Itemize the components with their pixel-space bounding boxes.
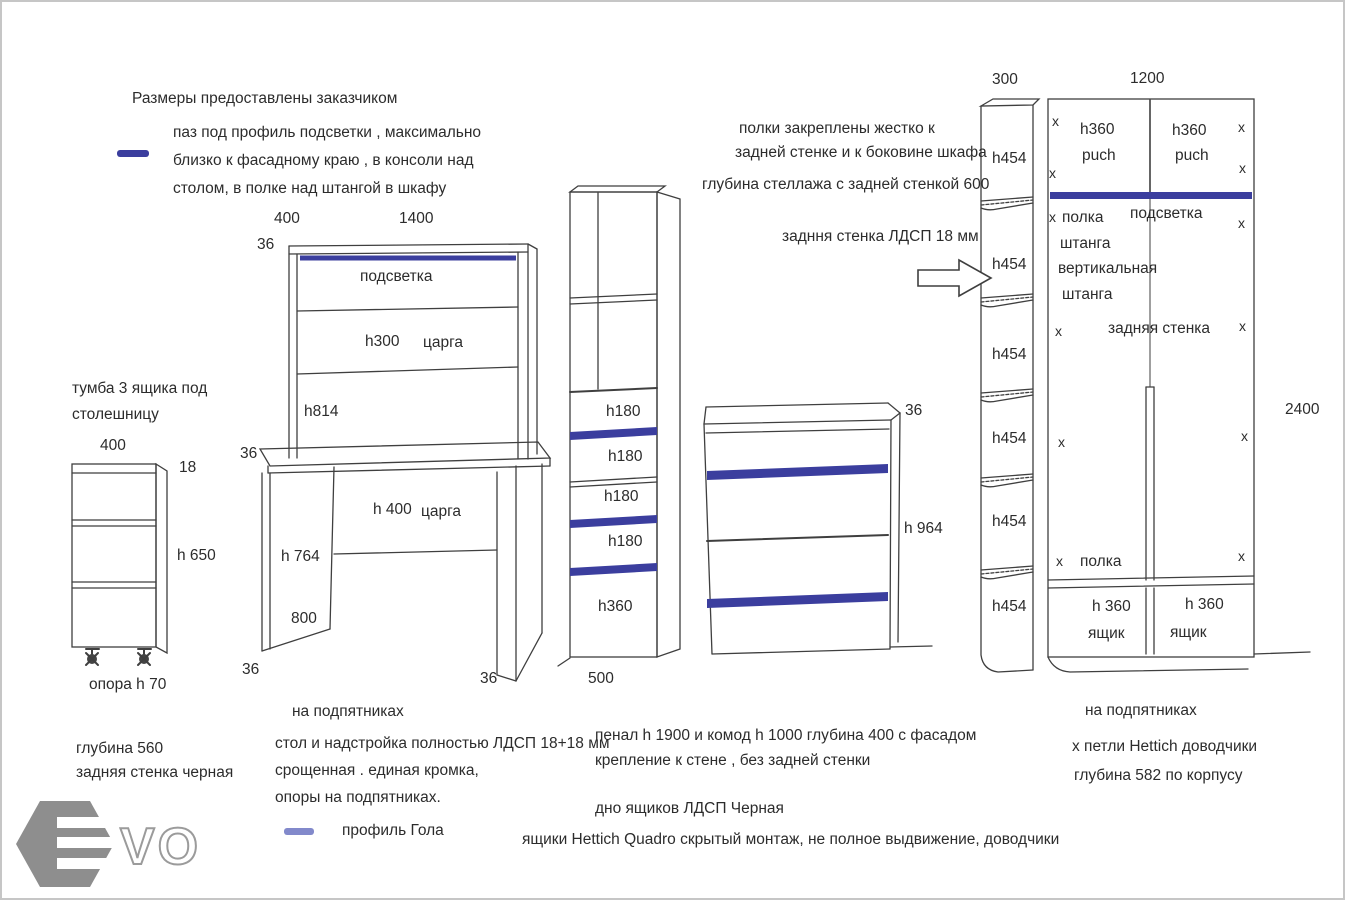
komod-drawing — [704, 403, 932, 654]
wardrobe-top-right-h: h360 — [1172, 122, 1207, 139]
desk-dim-36-top: 36 — [257, 236, 275, 253]
desk-lower-tsarga-h: h 400 — [373, 501, 412, 518]
wardrobe-top-right-sub: puch — [1175, 147, 1209, 164]
wardrobe-bottom-shelf-label: полка — [1080, 553, 1122, 570]
desk-note-line3: опоры на подпятниках. — [275, 789, 441, 806]
wardrobe-drawer-right: ящик — [1170, 624, 1207, 641]
side-shelf — [981, 566, 1033, 579]
penal-drawer-1: h180 — [606, 403, 641, 420]
tumba-back-note: задняя стенка черная — [76, 764, 234, 781]
desk-dim-800: 800 — [291, 610, 317, 627]
back-wall-note: задння стенка ЛДСП 18 мм — [782, 228, 979, 245]
wardrobe-dim-300: 300 — [992, 71, 1018, 88]
sheet-title: Размеры предоставлены заказчиком — [132, 90, 398, 107]
x-mark: x — [1238, 215, 1245, 231]
wardrobe-shelf-label: полка — [1062, 209, 1104, 226]
tumba-support-note: опора h 70 — [89, 676, 167, 693]
side-shelf — [981, 294, 1033, 307]
x-mark: x — [1238, 119, 1245, 135]
gola-profile-label: профиль Гола — [342, 822, 444, 839]
wardrobe-dim-1200: 1200 — [1130, 70, 1165, 87]
penal-note-line2: крепление к стене , без задней стенки — [595, 752, 871, 769]
logo-vo-text: VO — [120, 818, 202, 876]
led-legend-line1: паз под профиль подсветки , максимально — [173, 124, 482, 141]
penal-dim-width: 500 — [588, 670, 614, 687]
x-mark: x — [1049, 165, 1056, 181]
drawer-bottom-note: дно ящиков ЛДСП Черная — [595, 800, 784, 817]
desk-dim-36-bl: 36 — [242, 661, 260, 678]
x-mark: x — [1049, 209, 1056, 225]
wardrobe-led-label: подсветка — [1130, 205, 1203, 222]
wardrobe-body-drawing — [1048, 99, 1310, 672]
wardrobe-hinges-note: х петли Hettich доводчики — [1072, 738, 1258, 755]
x-mark: x — [1056, 553, 1063, 569]
desk-dim-36-br: 36 — [480, 670, 498, 687]
penal-drawer-4: h180 — [608, 533, 643, 550]
x-mark: x — [1058, 434, 1065, 450]
shelving-note-line3: глубина стеллажа с задней стенкой 600 — [702, 176, 990, 193]
x-mark: x — [1055, 323, 1062, 339]
led-legend-line3: столом, в полке над штангой в шкафу — [173, 180, 447, 197]
penal-drawing — [558, 186, 680, 666]
shelving-note-line1: полки закреплены жестко к — [739, 120, 935, 137]
wardrobe-rod-label: штанга — [1060, 235, 1111, 252]
shelving-note-line2: задней стенке и к боковине шкафа — [735, 144, 987, 161]
wardrobe-feet-note: на подпятниках — [1085, 702, 1197, 719]
desk-dim-1400: 1400 — [399, 210, 434, 227]
desk-upper-tsarga-h: h300 — [365, 333, 400, 350]
penal-drawer-2: h180 — [608, 448, 643, 465]
side-shelf — [981, 389, 1033, 402]
side-section-3: h454 — [992, 346, 1027, 363]
desk-dim-400: 400 — [274, 210, 300, 227]
led-groove-swatch — [117, 150, 149, 157]
x-mark: x — [1241, 428, 1248, 444]
x-mark: x — [1052, 113, 1059, 129]
desk-dim-h814: h814 — [304, 403, 339, 420]
x-mark: x — [1239, 318, 1246, 334]
wardrobe-vert-rod-line1: вертикальная — [1058, 260, 1158, 277]
arrow-right-icon — [918, 260, 991, 296]
tumba-dim-width: 400 — [100, 437, 126, 454]
gola-profile-swatch — [284, 828, 314, 835]
desk-led-label: подсветка — [360, 268, 433, 285]
desk-feet-note: на подпятниках — [292, 703, 404, 720]
wardrobe-depth-note: глубина 582 по корпусу — [1074, 767, 1243, 784]
tumba-dim-top: 18 — [179, 459, 197, 476]
wardrobe-dim-2400: 2400 — [1285, 401, 1320, 418]
drawer-hardware-note: ящики Hettich Quadro скрытый монтаж, не полное выдвижение, доводчики — [522, 831, 1060, 848]
side-section-5: h454 — [992, 513, 1027, 530]
side-section-1: h454 — [992, 150, 1027, 167]
x-mark: x — [1238, 548, 1245, 564]
penal-drawer-3: h180 — [604, 488, 639, 505]
desk-dim-36-desktop: 36 — [240, 445, 258, 462]
wardrobe-top-left-sub: puch — [1082, 147, 1116, 164]
wardrobe-drawer-left-h: h 360 — [1092, 598, 1131, 615]
wardrobe-side-column-drawing — [981, 99, 1039, 672]
tumba-title-line1: тумба 3 ящика под — [72, 380, 208, 397]
evo-logo — [16, 801, 201, 887]
side-section-6: h454 — [992, 598, 1027, 615]
wardrobe-back-wall-label: задняя стенка — [1108, 320, 1211, 337]
komod-dim-top: 36 — [905, 402, 923, 419]
desk-upper-tsarga: царга — [423, 334, 464, 351]
wardrobe-drawer-right-h: h 360 — [1185, 596, 1224, 613]
penal-note-line1: пенал h 1900 и комод h 1000 глубина 400 с фасадом — [595, 727, 977, 744]
tumba-drawing — [72, 464, 167, 665]
caster-wheel-icon — [138, 649, 151, 665]
komod-dim-height: h 964 — [904, 520, 943, 537]
side-shelf — [981, 474, 1033, 487]
caster-wheel-icon — [86, 649, 99, 665]
x-mark: x — [1239, 160, 1246, 176]
desk-dim-h764: h 764 — [281, 548, 320, 565]
penal-drawer-5: h360 — [598, 598, 633, 615]
desk-note-line1: стол и надстройка полностью ЛДСП 18+18 мм — [275, 735, 610, 752]
wardrobe-top-left-h: h360 — [1080, 121, 1115, 138]
tumba-title-line2: столешницу — [72, 406, 159, 423]
side-shelf — [981, 197, 1033, 210]
tumba-dim-height: h 650 — [177, 547, 216, 564]
wardrobe-vert-rod-line2: штанга — [1062, 286, 1113, 303]
desk-note-line2: срощенная . единая кромка, — [275, 762, 479, 779]
side-section-2: h454 — [992, 256, 1027, 273]
side-section-4: h454 — [992, 430, 1027, 447]
tumba-depth-note: глубина 560 — [76, 740, 164, 757]
wardrobe-drawer-left: ящик — [1088, 625, 1125, 642]
desk-lower-tsarga: царга — [421, 503, 462, 520]
led-legend-line2: близко к фасадному краю , в консоли над — [173, 152, 474, 169]
